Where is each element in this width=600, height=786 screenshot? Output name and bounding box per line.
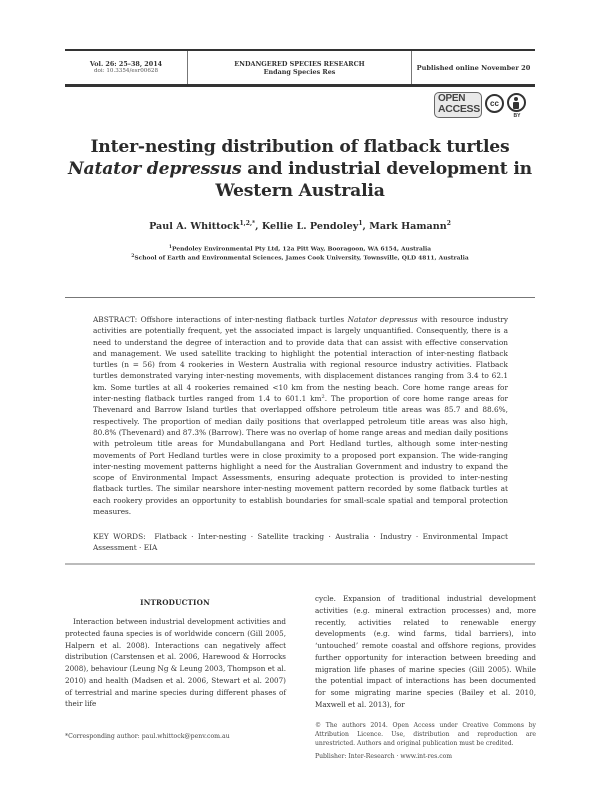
author-affiliation-marker: 1,2,* bbox=[239, 220, 256, 227]
open-access-icon bbox=[434, 92, 482, 118]
open-access-line2: ACCESS bbox=[438, 103, 480, 115]
attribution-person-head bbox=[514, 97, 518, 101]
author-list bbox=[60, 220, 540, 232]
keywords-bottom-rule bbox=[65, 563, 535, 565]
creative-commons-icon: cc bbox=[485, 94, 504, 113]
abstract-species: Natator depressus bbox=[347, 315, 418, 324]
license-notice: © The authors 2014. Open Access under Creative Commons by Attribution Licence. Use, distribution and reproduction are unrestricted. Authors and original publication must be credited. bbox=[315, 722, 536, 747]
volume-info: Vol. 26: 25–38, 2014 bbox=[89, 59, 163, 68]
article-title bbox=[60, 136, 540, 202]
header-citation bbox=[65, 51, 187, 84]
author-affiliation-marker: 1 bbox=[358, 220, 363, 227]
author-name: Kellie L. Pendoley bbox=[261, 221, 359, 232]
affiliation-number: 2 bbox=[131, 254, 135, 259]
body-column-left: Interaction between industrial development activities and protected fauna species is of worldwide concern (Gill 2005, Halpern et al. 2008). Interactions can negatively affect distribution (Carstensen et al. 2006, Harewood & Horrocks 2008), behaviour (Leung Ng & Leung 2003, Thompson et al. 2010) and health (Madsen et al. 2006, Stewart et al. 2007) of terrestrial and marine species during different phases of their life bbox=[65, 617, 286, 709]
author-name: Paul A. Whittock bbox=[149, 221, 240, 232]
doi[interactable]: doi: 10.3354/esr00628 bbox=[93, 67, 159, 74]
abstract-label: ABSTRACT: bbox=[93, 315, 141, 324]
title-line-1: Inter-nesting distribution of flatback turtles bbox=[90, 137, 510, 157]
journal-abbrev: Endang Species Res bbox=[263, 67, 336, 76]
affiliation-text: Pendoley Environmental Pty Ltd, 12a Pitt Way, Booragoon, WA 6154, Australia bbox=[172, 245, 432, 253]
abstract-top-rule bbox=[65, 297, 535, 298]
affiliation bbox=[60, 245, 540, 253]
header-published bbox=[412, 51, 535, 84]
header-bottom-rule bbox=[65, 84, 535, 87]
body-column-right: cycle. Expansion of traditional industrial development activities (e.g. mineral extraction processes) and, more recently, activities related to renewable energy developments (e.g. wind farms, tidal barriers), into ‘untouched’ remote coastal and offshore regions, provides further opportunity for interaction between breeding and migration life phases of marine species (Gill 2005). While the potential impact of interactions has been documented for some migrating marine species (Bailey et al. 2010, Maxwell et al. 2013), for bbox=[315, 594, 536, 709]
title-line-2-rest: and industrial development in bbox=[241, 159, 532, 179]
keywords-label: KEY WORDS: bbox=[93, 532, 146, 541]
header-journal bbox=[188, 51, 411, 84]
author-separator: , bbox=[362, 221, 370, 232]
journal-name: ENDANGERED SPECIES RESEARCH bbox=[234, 59, 365, 68]
published-date: Published online November 20 bbox=[416, 63, 531, 72]
abstract-text: Offshore interactions of inter-nesting flatback turtles bbox=[140, 315, 348, 324]
abstract-superscript: 2 bbox=[321, 394, 325, 401]
attribution-label: BY bbox=[513, 113, 521, 119]
author-name: Mark Hamann bbox=[369, 221, 447, 232]
affiliation-number: 1 bbox=[168, 245, 173, 250]
open-access-line1: OPEN bbox=[438, 93, 466, 104]
corresponding-author[interactable]: *Corresponding author: paul.whittock@penv.com.au bbox=[65, 733, 230, 740]
author-affiliation-marker: 2 bbox=[446, 220, 451, 227]
affiliation-text: School of Earth and Environmental Sciences, James Cook University, Townsville, QLD 4811, Australia bbox=[134, 254, 469, 262]
title-species: Natator depressus bbox=[68, 159, 242, 179]
abstract bbox=[93, 314, 508, 517]
author-separator: , bbox=[255, 221, 262, 232]
publisher-info[interactable]: Publisher: Inter-Research · www.int-res.com bbox=[315, 753, 453, 760]
keywords-text: Flatback · Inter-nesting · Satellite tracking · Australia · Industry · Environmental Impact Assessment · EIA bbox=[93, 532, 508, 553]
affiliation bbox=[60, 254, 540, 262]
attribution-person-body bbox=[513, 102, 519, 109]
abstract-text: with resource industry activities are potentially frequent, yet the associated impact is largely unquantified. Consequently, there is a need to understand the degree of interaction and to provide data that can assist with effective conservation and management. We used satellite tracking to highlight the potential interaction of inter-nesting flatback turtles (n = 56) from 4 rookeries in Western Australia with regional resource industry activities. Flatback turtles demonstrated varying inter-nesting movements, with displacement distances ranging from 3.4 to 62.1 km. Some turtles at all 4 rookeries remained <10 km from the nesting beach. Core home range areas for inter-nesting flatback turtles ranged from 1.4 to 601.1 km bbox=[93, 315, 509, 404]
title-line-3: Western Australia bbox=[215, 181, 385, 201]
introduction-heading: INTRODUCTION bbox=[140, 598, 210, 607]
title-line-2 bbox=[60, 158, 540, 180]
abstract-text: . The proportion of core home range areas for Thevenard and Barrow Island turtles that overlapped offshore petroleum title areas was 85.7 and 88.6%, respectively. The proportion of median daily positions that overlapped petroleum title areas was also high, 80.8% (Thevenard) and 87.3% (Barrow). There was no overlap of home range areas and median daily positions with petroleum title areas for Mundabullangana and Port Hedland turtles, although some inter-nesting movements of Port Hedland turtles were in close proximity to a proposed port expansion. The wide-ranging inter-nesting movement patterns highlight a need for the Australian Government and industry to expand the scope of Environmental Impact Assessments, ensuring adequate protection is provided to inter-nesting flatback turtles. The similar nearshore inter-nesting movement pattern recorded by some flatback turtles at each rookery provides an opportunity to establish boundaries for small-scale spatial and temporal protection measures. bbox=[93, 394, 509, 517]
keywords bbox=[93, 531, 508, 554]
